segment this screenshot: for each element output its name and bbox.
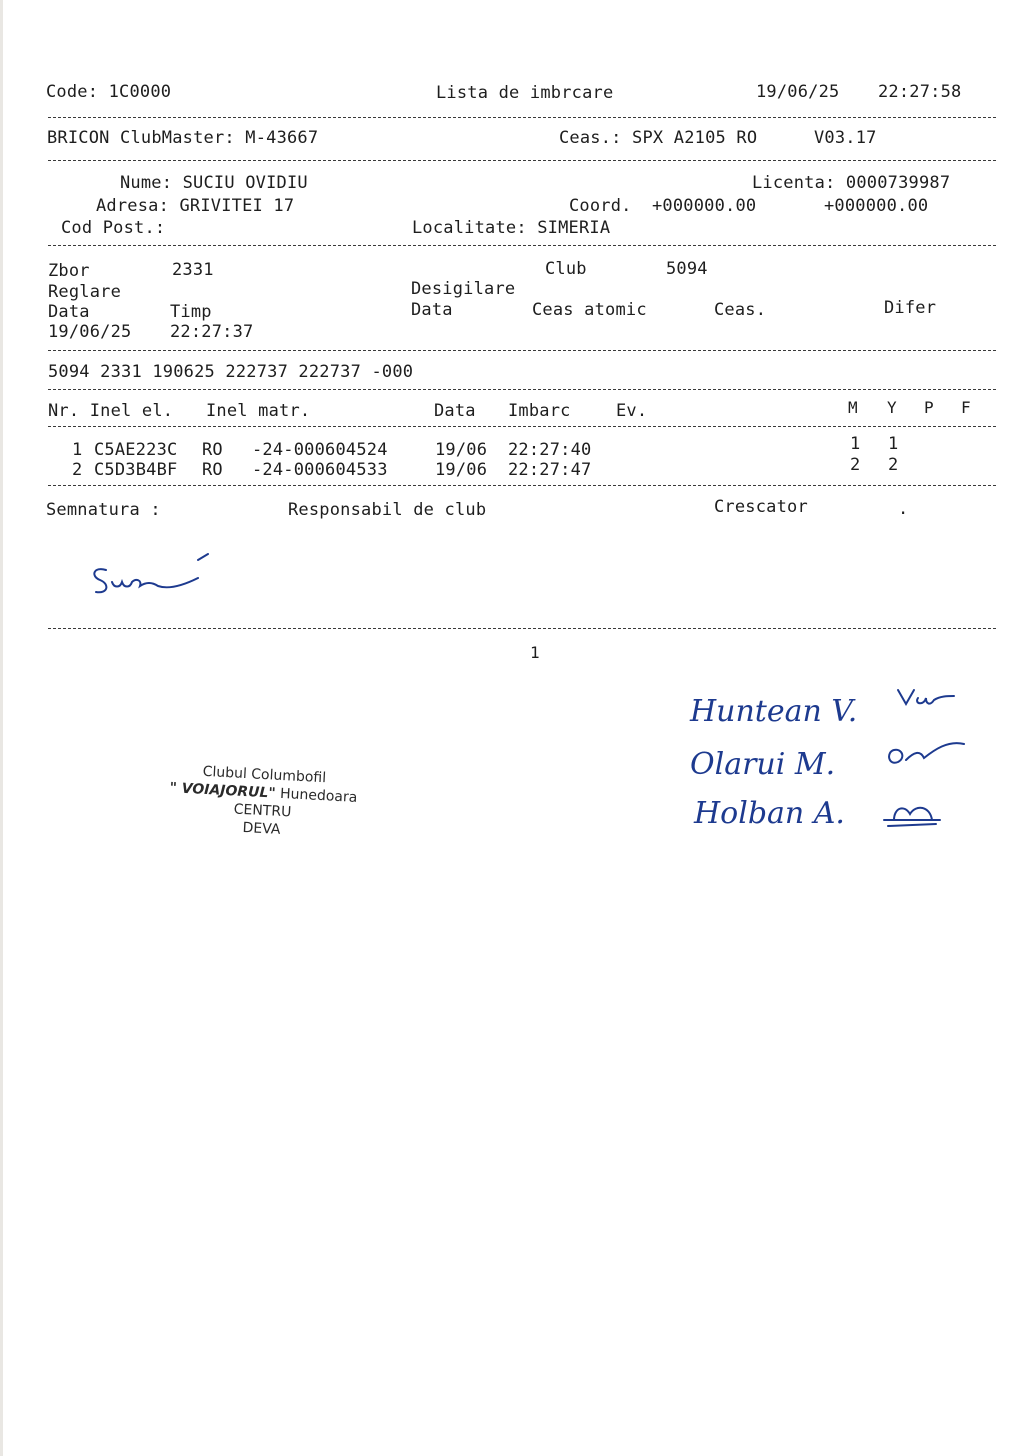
- basket-time: 22:27:47: [508, 460, 592, 480]
- handwritten-name: Olarui M.: [690, 747, 836, 782]
- signature-label: Semnatura :: [46, 500, 161, 520]
- header-time: 22:27:58: [878, 82, 962, 102]
- license-number: Licenta: 0000739987: [752, 173, 951, 193]
- header-date: 19/06/25: [756, 82, 840, 102]
- ring-country: RO: [202, 440, 223, 460]
- page-number: 1: [530, 643, 540, 662]
- club-stamp: [146, 760, 379, 844]
- divider: [48, 628, 996, 629]
- atomic-clock-label: Ceas atomic: [532, 300, 647, 320]
- ring-country: RO: [202, 460, 223, 480]
- col-inel-matr: Inel matr.: [206, 401, 311, 421]
- code-label: Code: 1C0000: [46, 82, 172, 102]
- col-y: Y: [887, 398, 897, 417]
- stamp-line: DEVA: [242, 819, 281, 838]
- divider: [48, 350, 996, 351]
- col-m: M: [848, 398, 858, 417]
- divider: [48, 160, 996, 161]
- coord-y: +000000.00: [824, 196, 929, 216]
- control-code-line: 5094 2331 190625 222737 222737 -000: [48, 362, 414, 382]
- ring-number: -24-000604524: [252, 440, 388, 460]
- divider: [48, 245, 996, 246]
- col-ev: Ev.: [616, 401, 648, 421]
- reglare-time: 22:27:37: [170, 322, 254, 342]
- basket-date: 19/06: [435, 440, 488, 460]
- handwritten-initials: [896, 684, 956, 714]
- flight-label: Zbor: [48, 261, 90, 281]
- col-p: P: [924, 398, 934, 417]
- flight-number: 2331: [172, 260, 214, 280]
- divider: [48, 389, 996, 390]
- unseal-date-label: Data: [411, 300, 453, 320]
- stamp-line: Clubul Columbofil: [202, 763, 327, 787]
- handwritten-signature: [86, 552, 216, 607]
- row-number: 2: [72, 460, 83, 480]
- reglare-date: 19/06/25: [48, 322, 132, 342]
- locality: Localitate: SIMERIA: [412, 218, 611, 238]
- stamp-city: Hunedoara: [275, 785, 358, 806]
- coord-x: +000000.00: [652, 196, 757, 216]
- m-value: 1: [850, 434, 861, 454]
- owner-name: Nume: SUCIU OVIDIU: [120, 173, 308, 193]
- club-label: Club: [545, 259, 587, 279]
- col-data: Data: [434, 401, 476, 421]
- col-f: F: [961, 398, 971, 417]
- col-imbarc: Imbarc: [508, 401, 571, 421]
- divider: [48, 485, 996, 486]
- version: V03.17: [814, 128, 877, 148]
- reglare-label: Reglare: [48, 282, 122, 302]
- clubmaster-id: BRICON ClubMaster: M-43667: [47, 128, 319, 148]
- stamp-line: CENTRU: [233, 801, 292, 821]
- document-title: Lista de imbrcare: [436, 83, 614, 103]
- clock-id: Ceas.: SPX A2105 RO: [559, 128, 758, 148]
- postal-code: Cod Post.:: [61, 218, 166, 238]
- breeder-label: Crescator: [714, 497, 808, 517]
- basket-date: 19/06: [435, 460, 488, 480]
- paper-edge: [0, 0, 3, 1456]
- date-label: Data: [48, 302, 90, 322]
- divider: [48, 117, 996, 118]
- club-responsible-label: Responsabil de club: [288, 500, 487, 520]
- clock-label: Ceas.: [714, 300, 767, 320]
- divider: [48, 426, 996, 427]
- time-label: Timp: [170, 302, 212, 322]
- ring-electronic: C5AE223C: [94, 440, 178, 460]
- m-value: 2: [850, 455, 861, 475]
- ring-electronic: C5D3B4BF: [94, 460, 178, 480]
- col-inel-el: Nr. Inel el.: [48, 401, 174, 421]
- desigilare-label: Desigilare: [411, 279, 516, 299]
- handwritten-name: Holban A.: [694, 796, 845, 831]
- y-value: 2: [888, 455, 899, 475]
- difference-label: Difer: [884, 298, 937, 318]
- owner-address: Adresa: GRIVITEI 17: [96, 196, 295, 216]
- y-value: 1: [888, 434, 899, 454]
- handwritten-name: Huntean V.: [690, 694, 858, 729]
- basket-time: 22:27:40: [508, 440, 592, 460]
- coord-label: Coord.: [569, 196, 632, 216]
- handwritten-initials: [880, 800, 944, 830]
- ring-number: -24-000604533: [252, 460, 388, 480]
- row-number: 1: [72, 440, 83, 460]
- stray-dot: .: [898, 499, 909, 519]
- club-number: 5094: [666, 259, 708, 279]
- handwritten-initials: [884, 736, 968, 772]
- stamp-club-name: " VOIAJORUL": [169, 780, 277, 802]
